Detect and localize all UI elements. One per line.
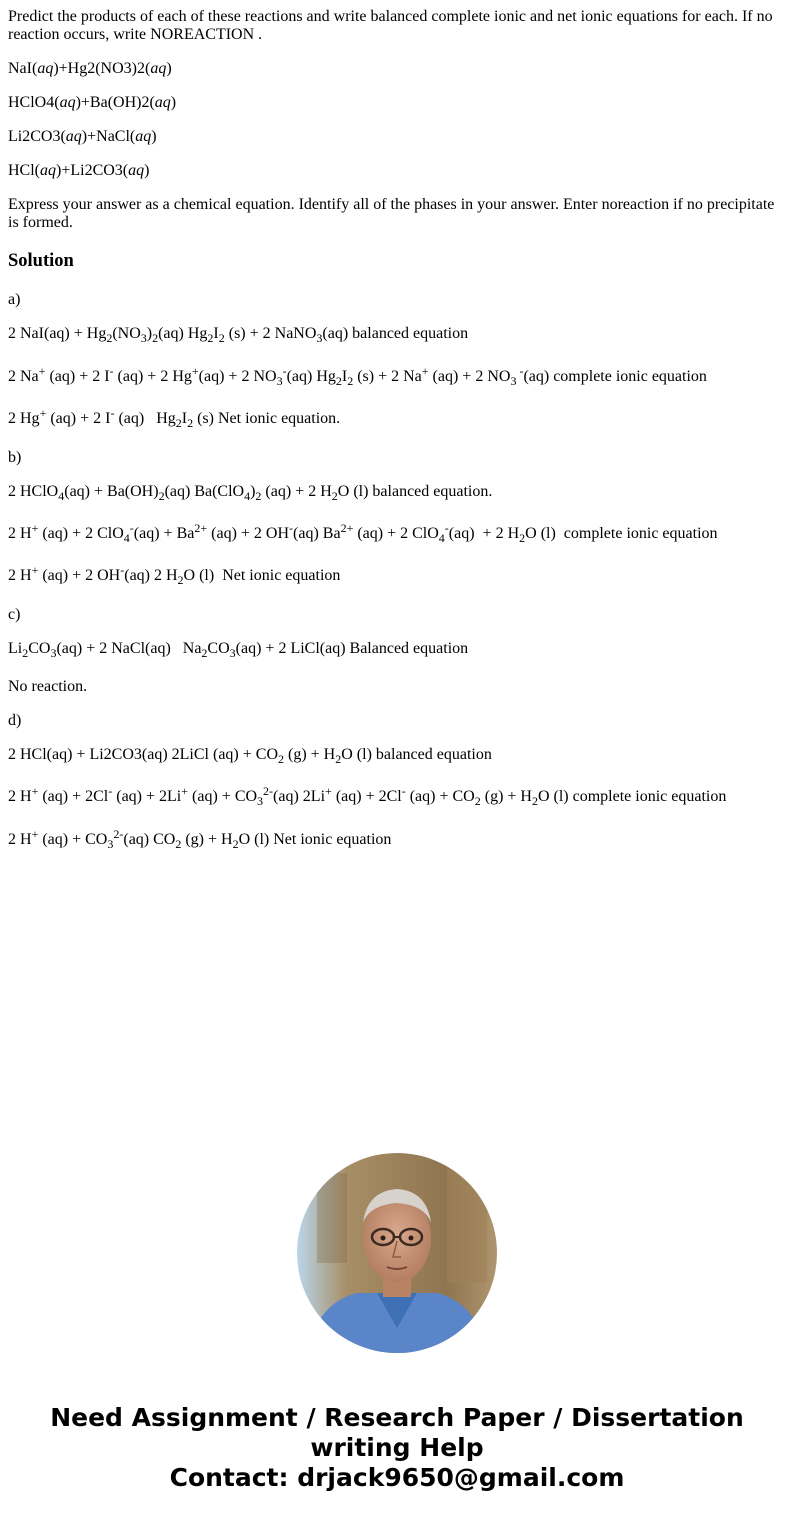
part-a-net-ionic-equation: 2 Hg+ (aq) + 2 I- (aq) $Hg_2I_2$ (s) Net ionic equation. <box>8 406 341 430</box>
part-a-balanced-equation: 2 $NaI(aq) + Hg_2(NO_3)_2(aq)$ $Hg_2I_2$ (s) + 2 NaNO$_3$(aq) balanced equation <box>8 325 469 345</box>
footer-banner <box>0 1403 794 1493</box>
part-d-complete-ionic-equation: 2 H+ (aq) + 2Cl- (aq) + 2Li+ $(aq) + CO_3^{2-}(aq)$ 2Li+ (aq) + 2Cl- $(aq) + CO_2$ $(g) + H_2O$ (l) complete ionic equation <box>8 784 727 808</box>
part-d-balanced-equation: 2 HCl(aq) + Li2CO3(aq) 2LiCl $(aq) + CO_2$ $(g) + H_2O$ (l) balanced equation <box>8 746 492 766</box>
part-c-balanced-equation: $Li_2CO_3(aq) + 2$ NaCl(aq) $Na_2CO_3(aq) + 2$ LiCl(aq) Balanced equation <box>8 640 469 660</box>
footer-line-2: writing Help <box>310 1433 484 1462</box>
part-d-net-ionic-equation: 2 H+ $(aq) + CO_3^{2-}(aq)$ $CO_2$ $(g) + H_2O$ (l) Net ionic equation <box>8 827 392 851</box>
part-c-result: No reaction. <box>8 678 88 695</box>
footer-line-1: Need Assignment / Research Paper / Dissertation <box>50 1403 744 1432</box>
reaction-3: Li2CO3(aq)+NaCl(aq) <box>8 128 157 145</box>
part-b-balanced-equation: 2 HClO$_4$(aq) + $Ba(OH)_2(aq)$ $Ba(ClO_4)_2$ (aq) + 2 $H_2O$ (l) balanced equation. <box>8 483 493 503</box>
reaction-2: HClO4(aq)+Ba(OH)2(aq) <box>8 94 177 111</box>
author-avatar <box>297 1153 497 1353</box>
part-b-complete-ionic-equation: 2 H+ (aq) + 2 $ClO_4^-(aq) + Ba^{2+}$ (aq) + 2 OH-(aq) $Ba^{2+}$ (aq) + 2 ClO$_4$-(aq) + 2 $H_2O$ (l) complete ionic equation <box>8 521 718 545</box>
author-portrait-image <box>297 1153 497 1353</box>
footer-contact[interactable]: Contact: drjack9650@gmail.com <box>169 1463 625 1492</box>
question-intro: Predict the products of each of these reactions and write balanced complete ionic and net ionic equations for each. If no reaction occurs, write NOREACTION . <box>8 8 773 43</box>
part-b-net-ionic-equation: 2 H+ (aq) + 2 OH-(aq) 2 $H_2O$ (l) Net ionic equation <box>8 563 341 587</box>
part-c-label: c) <box>8 606 21 623</box>
part-b-label: b) <box>8 449 22 466</box>
part-d-label: d) <box>8 712 22 729</box>
reaction-4: HCl(aq)+Li2CO3(aq) <box>8 162 150 179</box>
solution-heading: Solution <box>8 251 74 271</box>
part-a-label: a) <box>8 291 21 308</box>
reaction-1: NaI(aq)+Hg2(NO3)2(aq) <box>8 60 172 77</box>
part-a-complete-ionic-equation: 2 Na+ (aq) + 2 I- (aq) + 2 Hg+(aq) + 2 $NO_3^-(aq)$ $Hg_2I_2$ (s) + 2 Na+ (aq) + 2 $NO_3$ -(aq) complete ionic equation <box>8 364 707 388</box>
question-instruction: Express your answer as a chemical equation. Identify all of the phases in your answer. Enter noreaction if no precipitate is formed. <box>8 196 775 231</box>
